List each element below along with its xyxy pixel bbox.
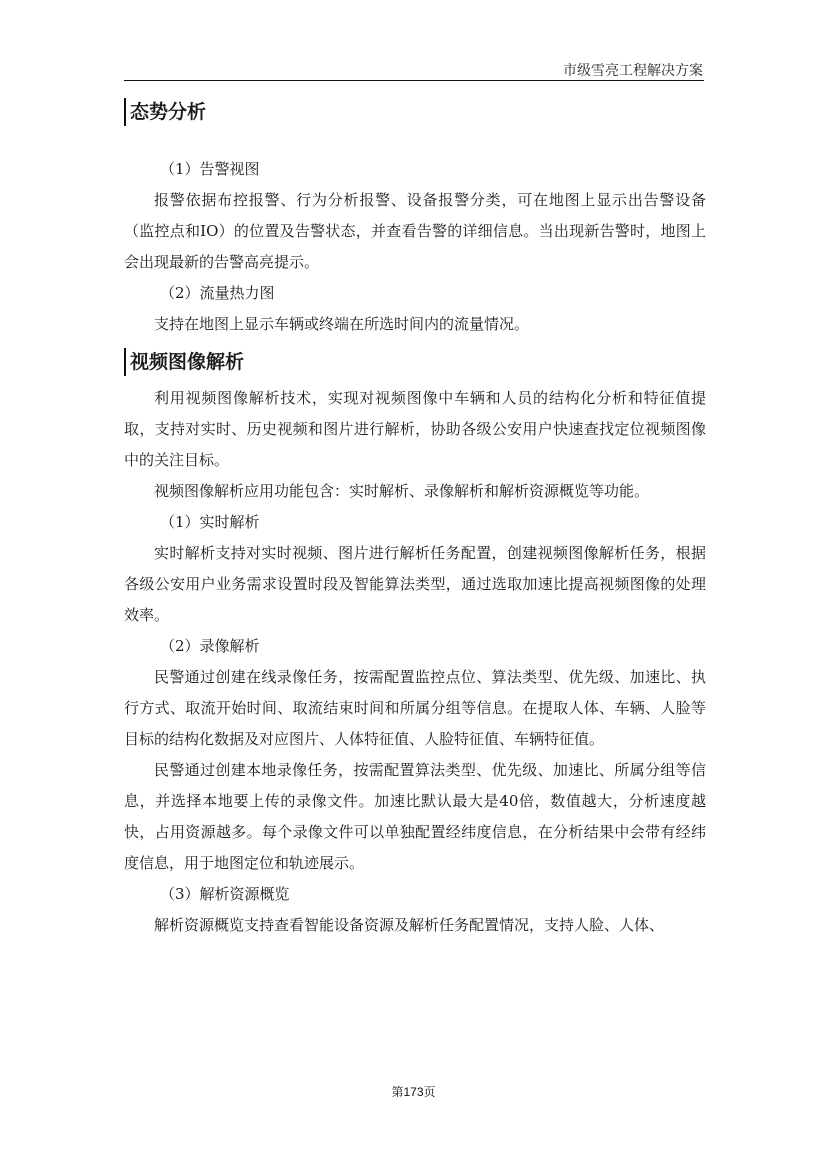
- subheading-recording-analysis: （2）录像解析: [160, 637, 260, 655]
- page-number: 第173页: [391, 1085, 436, 1099]
- document-body: [124, 92, 706, 941]
- paragraph-video-analysis-functions: 视频图像解析应用功能包含：实时解析、录像解析和解析资源概览等功能。: [154, 482, 650, 500]
- paragraph-local-recording-task: 民警通过创建本地录像任务，按需配置算法类型、优先级、加速比、所属分组等信息，并选择本地要上传的录像文件。加速比默认最大是40倍，数值越大，分析速度越快，占用资源越多。每个录像文件可以单独配置经纬度信息，在分析结果中会带有经纬度信息，用于地图定位和轨迹展示。: [124, 761, 706, 872]
- subheading-realtime-analysis: （1）实时解析: [160, 513, 260, 531]
- header-rule: [124, 80, 704, 81]
- paragraph-resource-overview: 解析资源概览支持查看智能设备资源及解析任务配置情况，支持人脸、人体、: [154, 916, 665, 934]
- paragraph-alarm-view: 报警依据布控报警、行为分析报警、设备报警分类，可在地图上显示出告警设备（监控点和IO）的位置及告警状态，并查看告警的详细信息。当出现新告警时，地图上会出现最新的告警高亮提示。: [124, 191, 706, 271]
- paragraph-online-recording-task: 民警通过创建在线录像任务，按需配置监控点位、算法类型、优先级、加速比、执行方式、取流开始时间、取流结束时间和所属分组等信息。在提取人体、车辆、人脸等目标的结构化数据及对应图片、人体特征值、人脸特征值、车辆特征值。: [124, 668, 706, 748]
- paragraph-video-analysis-intro: 利用视频图像解析技术，实现对视频图像中车辆和人员的结构化分析和特征值提取，支持对实时、历史视频和图片进行解析，协助各级公安用户快速查找定位视频图像中的关注目标。: [124, 389, 706, 469]
- subheading-traffic-heatmap: （2）流量热力图: [160, 284, 275, 302]
- subheading-resource-overview: （3）解析资源概览: [160, 885, 290, 903]
- subheading-alarm-view: （1）告警视图: [160, 160, 260, 178]
- paragraph-realtime-analysis: 实时解析支持对实时视频、图片进行解析任务配置，创建视频图像解析任务，根据各级公安用户业务需求设置时段及智能算法类型，通过选取加速比提高视频图像的处理效率。: [124, 544, 706, 624]
- paragraph-traffic-heatmap: 支持在地图上显示车辆或终端在所选时间内的流量情况。: [154, 315, 530, 333]
- section-heading-video-analysis: 视频图像解析: [124, 348, 706, 376]
- section-heading-situation-analysis: 态势分析: [124, 98, 706, 126]
- document-header-title: 市级雪亮工程解决方案: [563, 63, 703, 79]
